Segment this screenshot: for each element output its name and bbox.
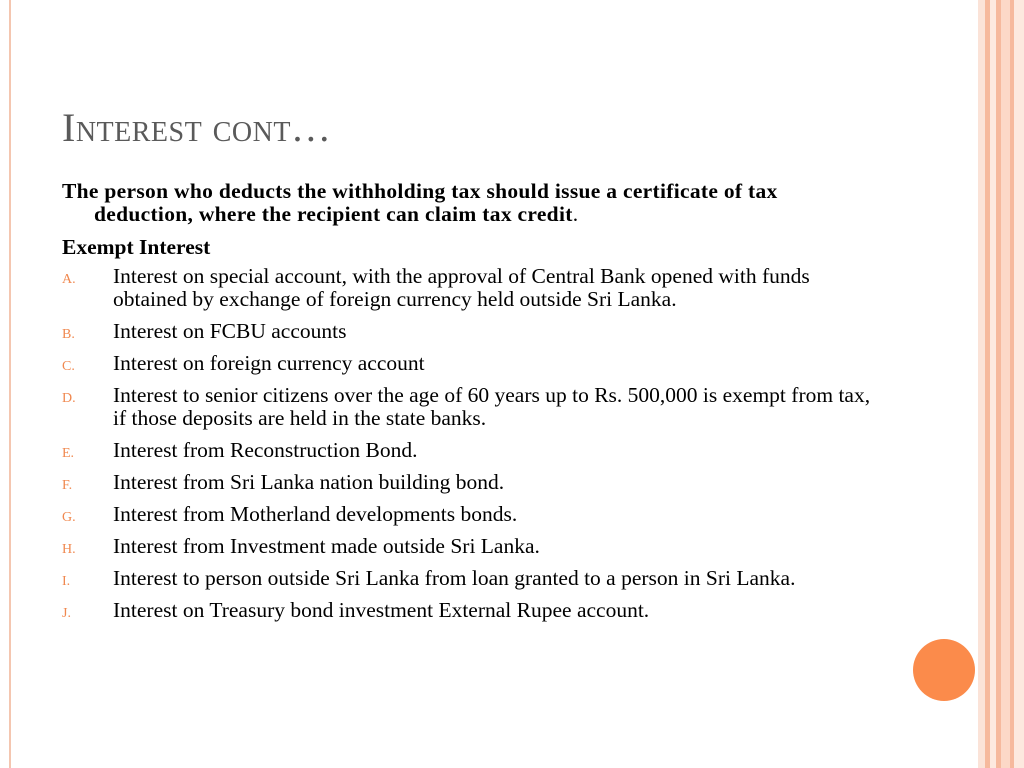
- list-marker: C.: [62, 359, 75, 374]
- list-marker: J.: [62, 606, 71, 621]
- list-item: [62, 352, 882, 375]
- intro-paragraph: [62, 180, 882, 226]
- list-item: [62, 320, 882, 343]
- list-item-text: Interest from Sri Lanka nation building bond.: [113, 470, 505, 494]
- list-item-text: Interest to person outside Sri Lanka from loan granted to a person in Sri Lanka.: [113, 566, 796, 590]
- list-item: [62, 503, 882, 526]
- exempt-interest-heading: Exempt Interest: [62, 235, 211, 259]
- list-item: [62, 384, 882, 430]
- right-decorative-stripe: [978, 0, 985, 768]
- intro-tail: .: [572, 202, 579, 226]
- list-marker: D.: [62, 391, 76, 406]
- list-item-text: Interest on FCBU accounts: [113, 319, 347, 343]
- list-item-text: Interest on special account, with the approval of Central Bank opened with funds obtained by exchange of foreign currency held outside Sri Lanka.: [113, 264, 810, 311]
- list-marker: F.: [62, 478, 73, 493]
- slide-body: [62, 180, 882, 631]
- left-border-line: [9, 0, 11, 768]
- list-item: [62, 599, 882, 622]
- list-marker: G.: [62, 510, 76, 525]
- slide-title: Interest cont…: [62, 105, 332, 150]
- list-marker: I.: [62, 574, 71, 589]
- right-decorative-stripe: [1014, 0, 1024, 768]
- decorative-circle: [913, 639, 975, 701]
- list-item-text: Interest from Investment made outside Sri Lanka.: [113, 534, 540, 558]
- list-marker: B.: [62, 327, 75, 342]
- list-item: [62, 567, 882, 590]
- intro-text: The person who deducts the withholding tax should issue a certificate of tax deduction, where the recipient can claim tax credit: [62, 179, 778, 226]
- list-item-text: Interest to senior citizens over the age of 60 years up to Rs. 500,000 is exempt from tax, if those deposits are held in the state banks.: [113, 383, 871, 430]
- list-item: [62, 265, 882, 311]
- list-marker: E.: [62, 446, 75, 461]
- list-item: [62, 535, 882, 558]
- list-marker: A.: [62, 272, 76, 287]
- exempt-interest-list: [62, 265, 882, 622]
- list-item: [62, 439, 882, 462]
- list-item: [62, 471, 882, 494]
- list-item-text: Interest from Motherland developments bonds.: [113, 502, 518, 526]
- list-item-text: Interest on foreign currency account: [113, 351, 425, 375]
- list-marker: H.: [62, 542, 76, 557]
- right-decorative-stripe: [1001, 0, 1010, 768]
- list-item-text: Interest from Reconstruction Bond.: [113, 438, 418, 462]
- list-item-text: Interest on Treasury bond investment External Rupee account.: [113, 598, 650, 622]
